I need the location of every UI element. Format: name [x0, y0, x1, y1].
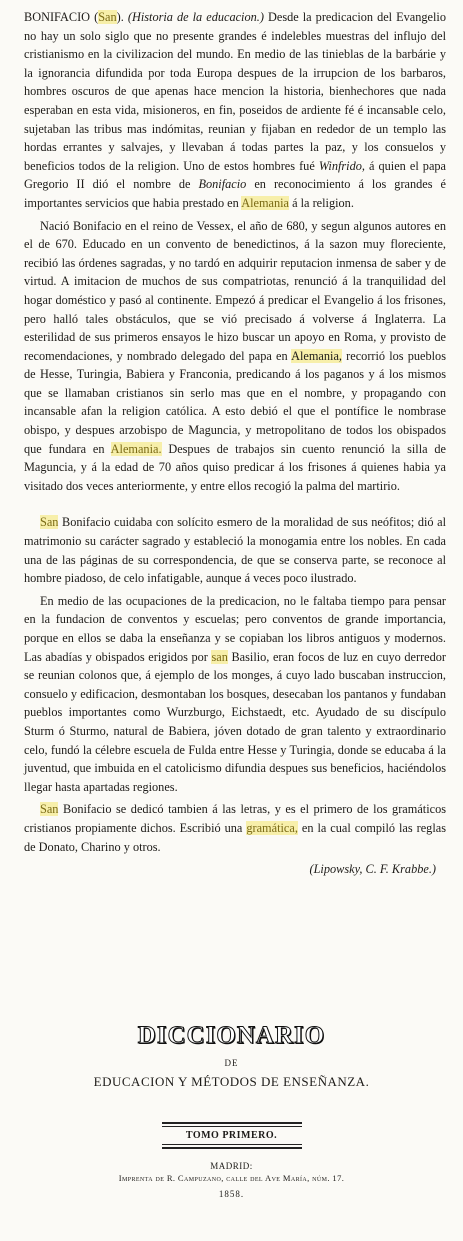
- highlight-gramatica: gramática,: [246, 820, 298, 835]
- name-bonifacio: Bonifacio: [198, 177, 247, 192]
- signature: (Lipowsky, C. F. Krabbe.): [309, 862, 436, 877]
- paragraph-text: á la religion.: [292, 195, 354, 210]
- highlight-san: san: [211, 649, 228, 664]
- paragraph-text: Nació Bonifacio en el reino de Vessex, el año de 680, y segun algunos autores en el de 670. Educado en un convento de benedictinos, á la sazon muy floreciente, recibió las órdenes sagradas, y no tardó en adquirir reputacion inmensa de saber y de virtud. A imitacion de muchos de sus compatriotas, renunció á la tranquilidad del hogar doméstico y pasó al continente. Empezó á predicar el Evangelio á los frisones, pero halló tales obstáculos, que se vió precisado á volverse á Inglaterra. La esterilidad de sus primeros ensayos le hizo buscar un apoyo en Roma, y provisto de recomendaciones, y nombrado delegado del papa en: [24, 218, 446, 363]
- entry-head-close: ).: [116, 10, 124, 24]
- article-paragraph-2: [24, 217, 446, 496]
- book-title: DICCIONARIO: [137, 1022, 326, 1049]
- paragraph-text: á quien el papa Gregorio II dió el nombre de: [24, 158, 447, 192]
- article-paragraph-5: [24, 800, 446, 856]
- title-block: [0, 1022, 463, 1199]
- highlight-alemania: Alemania: [241, 195, 290, 210]
- highlight-alemania: Alemania.: [110, 441, 162, 456]
- paragraph-text: Bonifacio se dedicó tambien á las letras, y es el primero de los gramáticos cristianos propiamente dichos. Escribió una: [24, 802, 446, 835]
- paragraph-text: recorrió los pueblos de Hesse, Turingia, Babiera y Franconia, predicando á los paganos y á los mismos que se llamaban cristianos sin serlo mas que en el nombre, y propagando con incansable afan la religion católica. A esto debió el que el pontífice le nombrase obispo, y despues arzobispo de Maguncia, y metropolitano de todos los obispados que fundara en: [24, 348, 446, 456]
- entry-source: (Historia de la educacion.): [127, 10, 264, 24]
- highlight-san: San: [40, 515, 59, 530]
- paragraph-text: En medio de las ocupaciones de la predicacion, no le faltaba tiempo para pensar en la fundacion de conventos y escuelas; pero conventos de grande importancia, porque en ellos se daba la enseñanza y se copiaban los libros antiguos y modernos. Las abadías y obispados erigidos por: [24, 593, 446, 664]
- article-paragraph-3: [24, 513, 446, 587]
- paragraph-text: Bonifacio cuidaba con solícito esmero de la moralidad de sus neófitos; dió al matrimonio su carácter sagrado y estableció la monogamia entre los nobles. En cada una de las páginas de su correspondencia, de que se conserva parte, se reconoce al hombre piadoso, de celo infatigable, aunque á veces poco ilustrado.: [24, 515, 446, 586]
- volume-label: TOMO PRIMERO.: [185, 1130, 278, 1141]
- article-paragraph-4: [24, 592, 446, 797]
- highlight-alemania: Alemania,: [291, 348, 342, 363]
- book-subtitle: EDUCACION Y MÉTODOS DE ENSEÑANZA.: [93, 1074, 370, 1089]
- title-connector: DE: [224, 1058, 239, 1068]
- paragraph-text: Basilio, eran focos de luz en cuyo derredor se reunian colonos que, á ejemplo de los monges, á cuyo lado buscaban instruccion, consuelo y edificacion, desmontaban los bosques, desecaban los pantanos y fundaban pueblos importantes como Wurzburgo, Eichstaedt, etc. Ayudado de su discípulo Sturm ó Sturmo, natural de Babiera, jóven dotado de gran talento y extraordinario celo, fundó la célebre escuela de Fulda entre Hesse y Turingia, donde se educaba á la juventud, que imbuida en el catolicismo difundia despues sus beneficios, haciéndolos llegar hasta apartadas regiones.: [24, 649, 447, 794]
- article-paragraph-1: [24, 8, 446, 213]
- city: MADRID:: [210, 1161, 253, 1171]
- paragraph-text: Despues de trabajos sin cuento renunció la silla de Maguncia, y á la edad de 70 años quiso predicar á los frisones á quienes habia ya visitado dos veces anteriormente, y entre ellos recogió la palma del martirio.: [24, 441, 446, 493]
- paragraph-text: en la cual compiló las reglas de Donato, Charino y otros.: [24, 820, 446, 854]
- paragraph-text: en reconocimiento á los grandes é importantes servicios que habia prestado en: [24, 177, 447, 210]
- paragraph-text: Desde la predicacion del Evangelio no hay un solo siglo que no presente grandes é indelebles muestras del influjo del cristianismo en la civilizacion del mundo. En medio de las tinieblas de la barbárie y la ignorancia difundida por toda Europa despues de la irrupcion de los barbaros, hombres oscuros de que apenas hace mencion la historia, bienhechores que nada esperaban en esta vida, misioneros, en fin, poseidos de ardiente fé é incansable celo, sujetaban las tribus mas indómitas, reunian y fijaban en rededor de un templo las hordas errantes y salvajes, y llevaban á todas partes la paz, y los consuelos y beneficios todos de la religion. Uno de estos hombres fué: [24, 10, 446, 173]
- highlight-san: San: [40, 802, 59, 817]
- entry-head-highlight: San: [98, 10, 117, 24]
- article-body: [24, 8, 446, 879]
- name-winfrido: Winfrido,: [318, 158, 365, 173]
- divider-top: [162, 1122, 302, 1127]
- entry-head: BONIFACIO (: [24, 10, 99, 24]
- divider-bottom: [162, 1144, 302, 1149]
- year: 1858.: [218, 1189, 245, 1199]
- printer-line: Imprenta de R. Campuzano, calle del Ave María, núm. 17.: [118, 1173, 345, 1183]
